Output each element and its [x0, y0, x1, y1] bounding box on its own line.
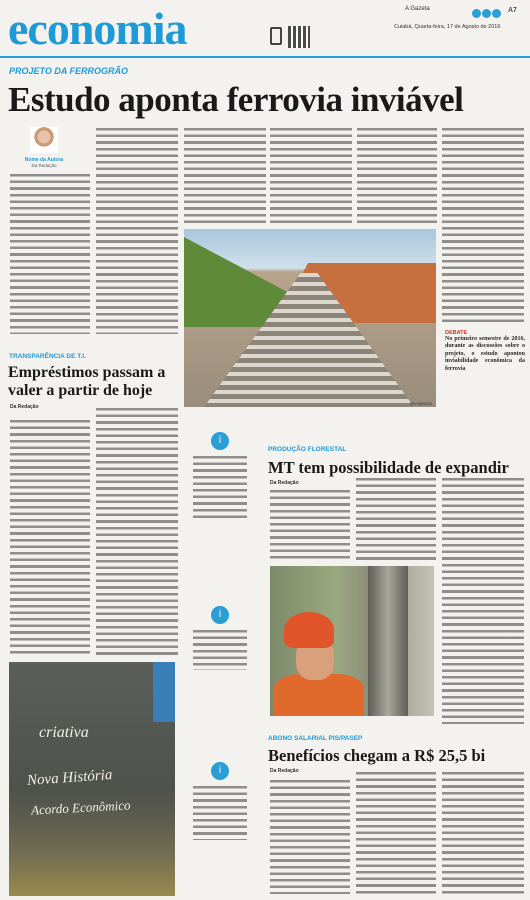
story4-column-3	[442, 772, 524, 894]
side-note-1	[193, 456, 247, 518]
story4-byline: Da Redação	[270, 768, 299, 774]
lead-column-2	[96, 128, 178, 334]
story4-headline: Benefícios chegam a R$ 25,5 bi	[268, 746, 486, 765]
author-photo	[30, 127, 58, 153]
caption-kicker: DEBATE	[445, 330, 468, 336]
photo-caption	[445, 330, 525, 373]
chalk-line-3: Acordo Econômico	[30, 797, 131, 818]
photo-credit: Divulgação	[410, 401, 433, 406]
author-name: Nome da Autora	[24, 157, 64, 163]
story4-column-1	[270, 780, 350, 894]
story2-column-2	[96, 408, 178, 656]
lead-column-4	[270, 128, 352, 224]
forestry-worker-photo	[270, 566, 434, 716]
brand-logo-icon	[472, 5, 502, 17]
story3-kicker: PRODUÇÃO FLORESTAL	[268, 446, 347, 453]
page-header	[0, 0, 530, 58]
story2-headline: Empréstimos passam a valer a partir de hoje	[8, 364, 166, 399]
info-icon: i	[211, 762, 229, 780]
info-icon: i	[211, 606, 229, 624]
side-note-2	[193, 630, 247, 670]
author-role: Da Redação	[31, 163, 57, 168]
story2-byline: Da Redação	[10, 404, 39, 410]
lead-kicker: PROJETO DA FERROGRÃO	[9, 66, 129, 76]
date-line: Cuiabá, Quarta-feira, 17 de Agosto de 2016	[394, 24, 501, 30]
story3-column-2	[356, 478, 436, 562]
lead-column-3	[184, 128, 266, 224]
phone-icon	[270, 27, 282, 45]
section-title: economia	[8, 3, 187, 54]
brand-name: A Gazeta	[405, 6, 430, 12]
railway-photo	[184, 229, 436, 407]
info-icon: i	[211, 432, 229, 450]
chalk-line-1: criativa	[39, 724, 89, 741]
page-number: A7	[508, 7, 517, 14]
qr-code-icon	[288, 26, 310, 48]
story3-column-1	[270, 490, 350, 562]
lead-headline: Estudo aponta ferrovia inviável	[8, 80, 464, 119]
story4-kicker: ABONO SALARIAL PIS/PASEP	[268, 735, 363, 742]
chalkboard-photo	[9, 662, 175, 896]
lead-column-6	[442, 128, 524, 324]
lead-column-5	[357, 128, 437, 224]
chalk-line-2: Nova História	[26, 767, 113, 789]
side-note-3	[193, 786, 247, 840]
story2-kicker: TRANSPARÊNCIA DE T.I.	[9, 353, 86, 360]
story3-headline: MT tem possibilidade de expandir	[268, 458, 509, 477]
story2-column-1	[10, 420, 90, 656]
story3-column-3	[442, 478, 524, 724]
story3-byline: Da Redação	[270, 480, 299, 486]
lead-column-1	[10, 174, 90, 334]
story4-column-2	[356, 772, 436, 894]
caption-text: No primeiro semestre de 2016, durante as discussões sobre o projeto, o estudo apontou inviabilidade econômica da ferrovia	[445, 336, 525, 372]
